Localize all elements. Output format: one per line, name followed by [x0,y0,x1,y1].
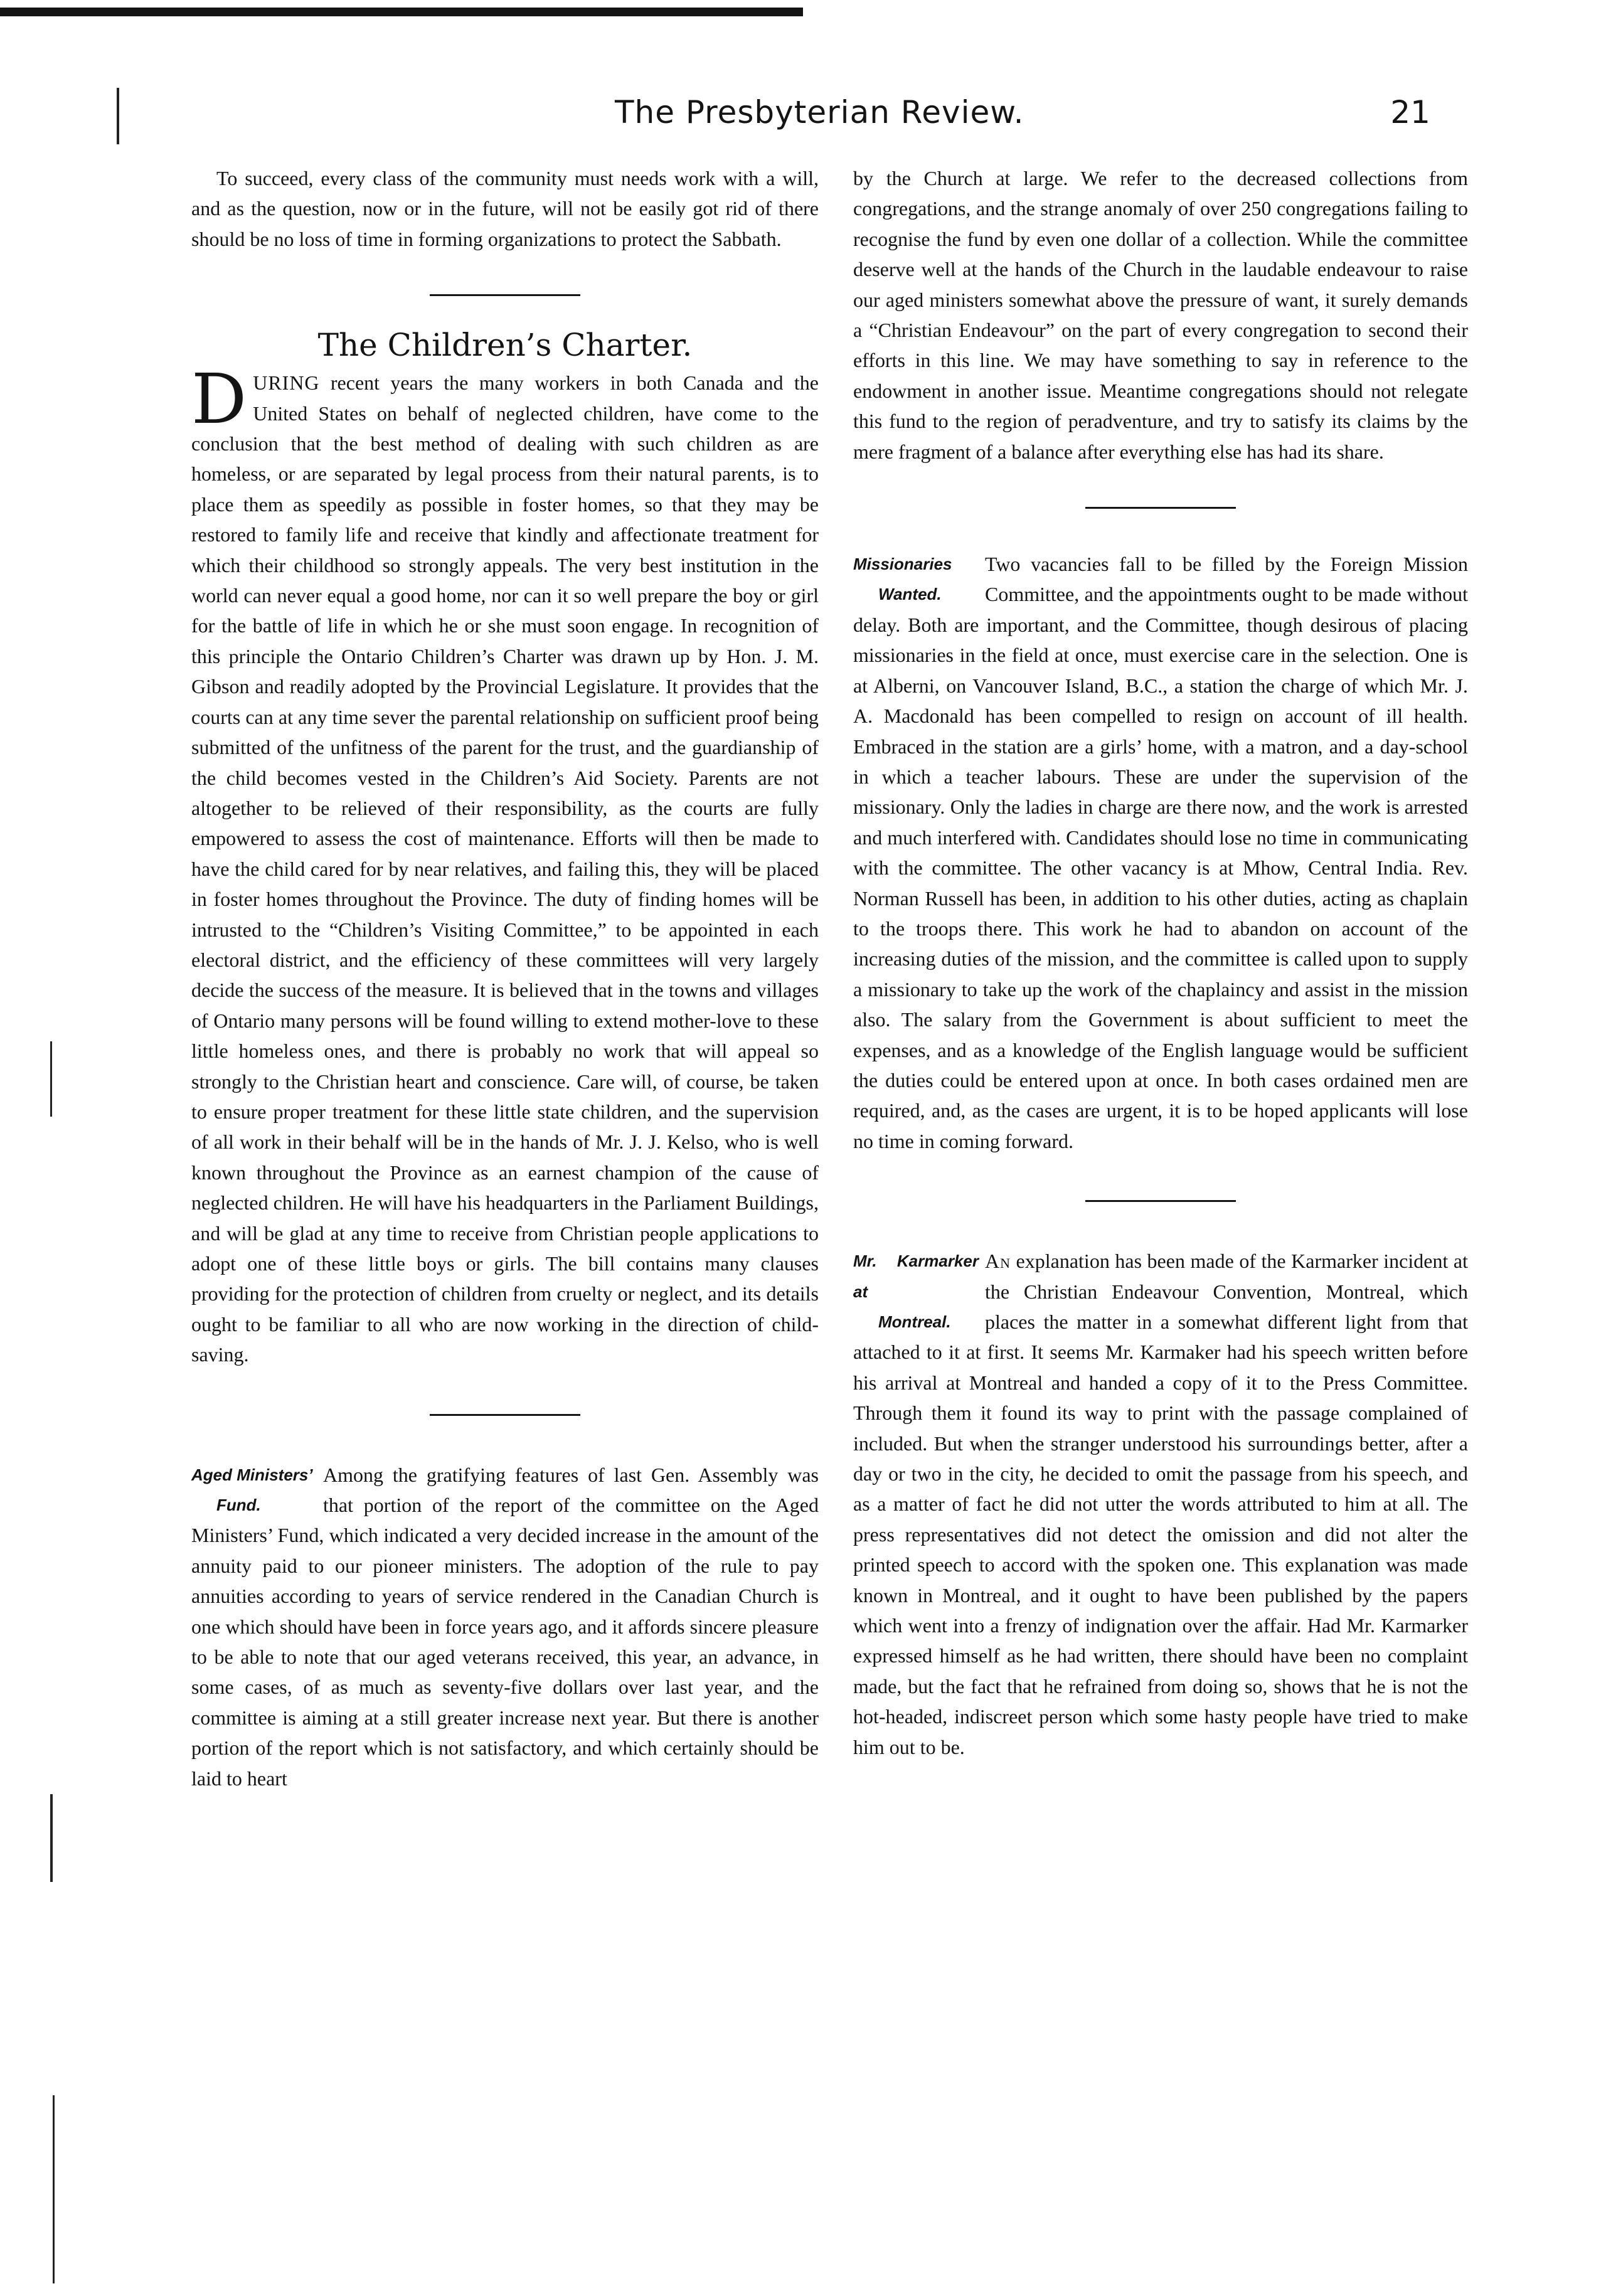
sidehead [853,1246,979,1337]
sidehead-line: Montreal. [878,1312,951,1331]
margin-mark [50,1041,52,1117]
journal-title: The Presbyterian Review. [615,94,1024,130]
sidehead-line: Mr. Karmarker at [853,1252,979,1301]
article-text: Two vacancies fall to be filled by the Foreign Mission Committee, and the appointments ought to be made without delay. Both are important, and the Committee, though desirous of placing missionaries in the field at once, must exercise care in the selection. One is at Alberni, on Vancouver Island, B.C., a station the charge of which Mr. J. A. Macdonald has been compelled to resign on account of ill health. Embraced in the station are a girls’ home, with a matron, and a day-school in which a teacher labours. These are under the supervision of the missionary. Only the ladies in charge are there now, and the work is arrested and much interfered with. Candidates should lose no time in communicating with the committee. The other vacancy is at Mhow, Central India. Rev. Norman Russell has been, in addition to his other duties, acting as chaplain to the troops there. This work he had to abandon on account of the increasing duties of the mission, and the committee is called upon to supply a missionary to take up the work of the chaplaincy and assist in the mission also. The salary from the Government is about sufficient to meet the expenses, and as a knowledge of the English language would be sufficient the duties could be entered upon at once. In both cases ordained men are required, and, as the cases are urgent, it is to be hoped applicants will lose no time in coming forward. [853,553,1468,1152]
section-divider [1085,507,1236,509]
page-header [615,94,1430,138]
sidehead [853,549,979,610]
sidehead [191,1460,317,1521]
aged-ministers-article [191,1460,819,1794]
sidehead-line: Wanted. [878,585,942,604]
drop-cap: D [191,359,247,440]
lead-smallcaps: An [985,1250,1011,1273]
article-text: explanation has been made of the Karmarker incident at the Christian Endeavour Convention, Montreal, which places the matter in a somewhat different light from that attached to it at first. It seems Mr. Karmaker had his speech written before his arrival at Montreal and handed a copy of it to the Press Committee. Through them it found its way to print with the passage complained of included. But when the stranger understood his surroundings better, after a day or two in the city, he decided to omit the passage from his speech, and as a matter of fact he did not utter the words attributed to him at all. The press representatives did not detect the omission and did not alter the printed speech to accord with the spoken one. This explanation was made known in Montreal, and it ought to have been published by the papers which went into a frenzy of indignation over the affair. Had Mr. Karmarker expressed himself as he had written, there should have been no complaint made, but the fact that he refrained from doing so, shows that he is not the hot-headed, indiscreet person which some hasty people have tried to make him out to be. [853,1250,1468,1758]
intro-paragraph: To succeed, every class of the community must needs work with a will, and as the question, now or in the future, will not be easily got rid of there should be no loss of time in forming organizations to protect the Sabbath. [191,167,819,250]
lead-smallcaps: URING [253,371,320,395]
article-text: Among the gratifying features of last Gen. Assembly was that portion of the report of the committee on the Aged Ministers’ Fund, which indicated a very decided increase in the amount of the annuity paid to our pioneer ministers. The adoption of the rule to pay annuities according to years of service rendered in the Canadian Church is one which should have been in force years ago, and it affords sincere pleasure to be able to note that our aged veterans received, this year, an advance, in some cases, of as much as seventy-five dollars over last year, and the committee is aiming at a still greater increase next year. But there is another portion of the report which is not satisfactory, and which certainly should be laid to heart [191,1463,819,1790]
childrens-charter-article [191,326,819,1369]
right-column [853,163,1468,1762]
article-body [853,1246,1468,1762]
sidehead-line: Aged Ministers’ [191,1465,313,1484]
article-title: The Children’s Charter. [317,327,693,364]
article-text: recent years the many workers in both Canada and the United States on behalf of neglected children, have come to the conclusion that the best method of dealing with such children as are homeless, or are separated by legal process from their natural parents, is to place them as speedily as possible in foster homes, so that they may be restored to family life and receive that kindly and affectionate treatment for which their childhood so strongly appeals. The very best institution in the world can never equal a good home, nor can it so well prepare the boy or girl for the battle of life in which he or she must soon engage. In recognition of this principle the Ontario Children’s Charter was drawn up by Hon. J. M. Gibson and readily adopted by the Provincial Legislature. It provides that the courts can at any time sever the parental relationship on sufficient proof being submitted of the unfitness of the parent for the trust, and the guardianship of the child becomes vested in the Children’s Aid Society. Parents are not altogether to be relieved of their responsibility, as the courts are fully empowered to assess the cost of maintenance. Efforts will then be made to have the child cared for by near relatives, and failing this, they will be placed in foster homes throughout the Province. The duty of finding homes will be intrusted to the “Children’s Visiting Committee,” to be appointed in each electoral district, and the efficiency of these committees will very largely decide the success of the measure. It is believed that in the towns and villages of Ontario many persons will be found willing to extend mother-love to these little homeless ones, and there is probably no work that will appeal so strongly to the Christian heart and conscience. Care will, of course, be taken to ensure proper treatment for these little state children, and the supervision of all work in their behalf will be in the hands of Mr. J. J. Kelso, who is well known throughout the Province as an earnest champion of the cause of neglected children. He will have his headquarters in the Parliament Buildings, and will be glad at any time to receive from Christian people applications to adopt one of these little boys or girls. The bill contains many clauses providing for the protection of children from cruelty or neglect, and its details ought to be familiar to all who are now working in the direction of child-saving. [191,371,819,1366]
margin-mark [53,2095,55,2283]
section-divider [430,294,580,296]
missionaries-wanted-article [853,549,1468,1156]
article-body [191,1460,819,1794]
sidehead-line: Fund. [216,1496,261,1515]
left-column [191,163,819,1794]
margin-mark [117,88,119,144]
article-body [191,359,819,1369]
continued-paragraph: by the Church at large. We refer to the decreased collections from congregations, and the strange anomaly of over 250 congregations failing to recognise the fund by even one dollar of a collection. While the committee deserve well at the hands of the Church in the laudable endeavour to raise our aged ministers somewhat above the pressure of want, it surely demands a “Christian Endeavour” on the part of every congregation to second their efforts in this line. We may have something to say in reference to the endowment in another issue. Meantime congregations should not relegate this fund to the region of peradventure, and try to satisfy its claims by the mere fragment of a balance after everything else has had its share. [853,167,1468,463]
sidehead-line: Missionaries [853,555,952,574]
top-rule [0,8,803,16]
karmarker-article [853,1246,1468,1762]
page-number: 21 [1390,94,1430,130]
section-divider [430,1414,580,1416]
margin-mark [50,1794,53,1882]
section-divider [1085,1200,1236,1202]
article-body [853,549,1468,1156]
